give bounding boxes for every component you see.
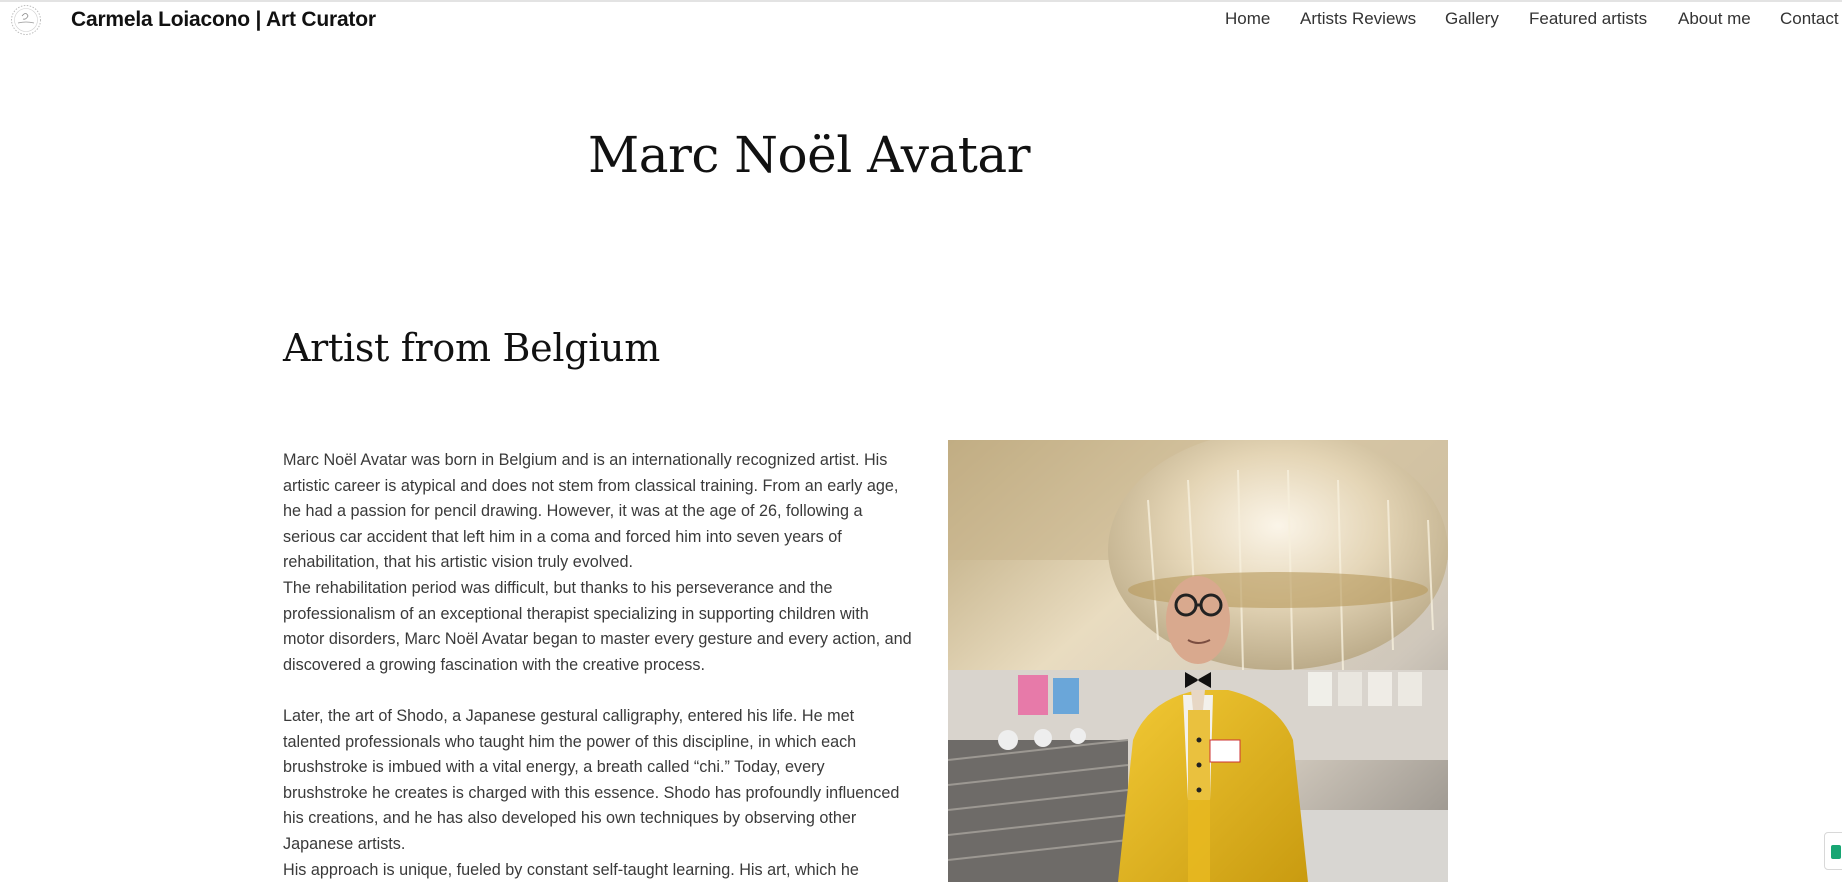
main-navigation	[0, 9, 1842, 31]
nav-item-home[interactable]: Home	[1225, 9, 1271, 28]
page-title: Marc Noël Avatar	[588, 126, 1031, 184]
chat-widget-icon[interactable]	[1824, 832, 1842, 870]
bio-paragraph: His approach is unique, fueled by constant self-taught learning. His art, which he	[283, 860, 859, 879]
nav-item-contact[interactable]: Contact	[1780, 9, 1839, 28]
bio-paragraph: Later, the art of Shodo, a Japanese gestural calligraphy, entered his life. He met talented professionals who taught him the power of this discipline, in which each brushstroke is imbued with a vital energy, a breath called “chi.” Today, every brushstroke he creates is charged with this essence. Shodo has profoundly influenced his creations, and he has also developed his own techniques by observing other Japanese artists.	[283, 706, 900, 853]
paragraph-spacer	[283, 678, 913, 704]
nav-item-about-me[interactable]: About me	[1678, 9, 1751, 28]
nav-item-featured-artists[interactable]: Featured artists	[1529, 9, 1648, 28]
nav-item-gallery[interactable]: Gallery	[1445, 9, 1499, 28]
section-subtitle: Artist from Belgium	[283, 326, 660, 370]
nav-item-artists-reviews[interactable]: Artists Reviews	[1300, 9, 1417, 28]
site-header	[0, 0, 1842, 38]
chat-widget-badge	[1831, 845, 1841, 859]
bio-paragraph: Marc Noël Avatar was born in Belgium and is an internationally recognized artist. His artistic career is atypical and does not stem from classical training. From an early age, he had a passion for pencil drawing. However, it was at the age of 26, following a serious car accident that left him in a coma and forced him into seven years of rehabilitation, that his artistic vision truly evolved.	[283, 451, 899, 572]
site-title[interactable]: Carmela Loiacono | Art Curator	[71, 8, 376, 31]
bio-paragraph: The rehabilitation period was difficult, but thanks to his perseverance and the professionalism of an exceptional therapist specializing in supporting children with motor disorders, Marc Noël Avatar began to master every gesture and every action, and discovered a growing fascination with the creative process.	[283, 578, 912, 674]
artist-portrait-photo	[948, 440, 1448, 882]
artist-biography	[283, 448, 913, 882]
